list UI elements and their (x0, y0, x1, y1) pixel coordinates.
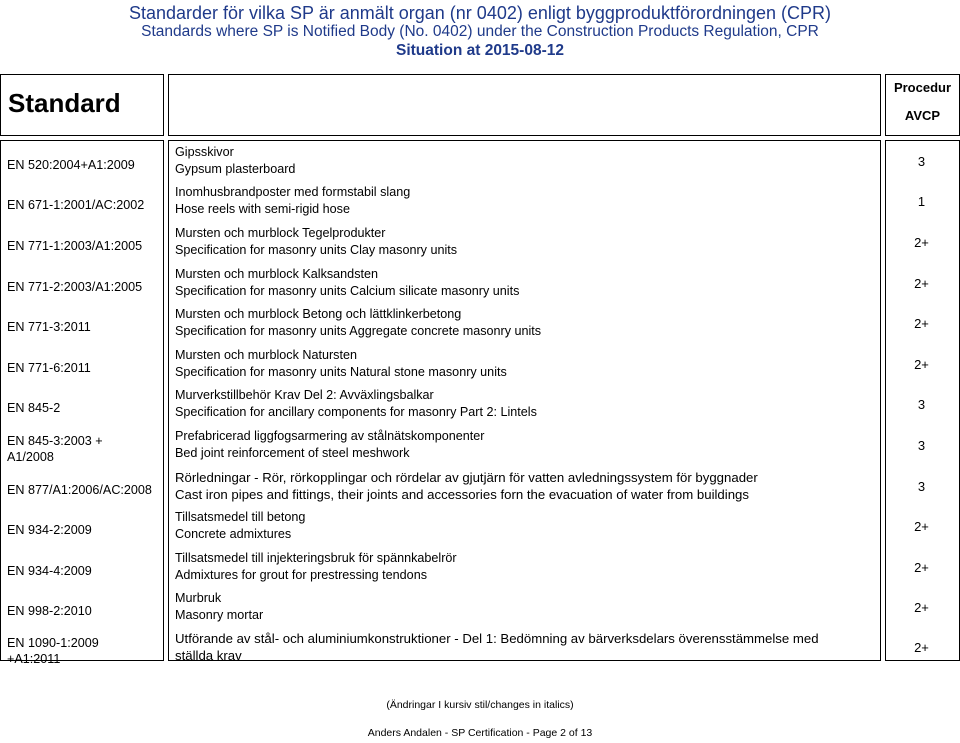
description-english: Gypsum plasterboard (175, 162, 296, 176)
avcp-value: 1 (917, 194, 926, 209)
title-english: Standards where SP is Notified Body (No. 0402) under the Construction Products Regulation, CPR (141, 23, 819, 40)
standard-header: Standard (8, 88, 121, 118)
standard-code-line: EN 1090-1:2009 (7, 636, 99, 650)
avcp-value: 2+ (914, 600, 929, 615)
situation-date: Situation at 2015-08-12 (396, 42, 564, 59)
standard-code-line: EN 671-1:2001/AC:2002 (7, 198, 145, 212)
product-description (175, 387, 880, 421)
standard-code (7, 157, 167, 173)
description-header-cell (168, 74, 881, 136)
description-swedish: Rörledningar - Rör, rörkopplingar och rördelar av gjutjärn för vatten avledningssystem för byggnader (175, 470, 758, 485)
standard-code-line: EN 845-2 (7, 401, 61, 415)
description-english: Specification for masonry units Natural stone masonry units (175, 365, 507, 379)
description-english: Cast iron pipes and fittings, their joints and accessories forn the evacuation of water from buildings (175, 487, 749, 502)
avcp-value: 3 (917, 154, 926, 169)
product-description (175, 347, 880, 381)
description-swedish: Mursten och murblock Natursten (175, 348, 357, 362)
avcp-value: 3 (917, 479, 926, 494)
standard-code-line: EN 877/A1:2006/AC:2008 (7, 483, 152, 497)
description-english: Concrete admixtures (175, 527, 292, 541)
description-swedish: Tillsatsmedel till injekteringsbruk för spännkabelrör (175, 551, 457, 565)
standard-code (7, 400, 167, 416)
description-swedish: Murverkstillbehör Krav Del 2: Avväxlingsbalkar (175, 388, 434, 402)
description-english: Bed joint reinforcement of steel meshwork (175, 446, 410, 460)
standard-code (7, 319, 167, 335)
description-column (168, 140, 881, 661)
standard-column (0, 140, 164, 666)
standard-code (7, 279, 167, 295)
standard-code-line: EN 771-2:2003/A1:2005 (7, 280, 143, 294)
procedure-header-cell (885, 74, 960, 136)
product-description (175, 306, 880, 340)
product-description (175, 550, 880, 584)
product-description (175, 590, 880, 624)
title-swedish: Standarder för vilka SP är anmält organ (nr 0402) enligt byggproduktförordningen (CPR) (128, 3, 832, 23)
avcp-value: 2+ (914, 640, 929, 655)
product-description (175, 469, 880, 503)
product-description (175, 509, 880, 543)
description-swedish: Mursten och murblock Kalksandsten (175, 267, 378, 281)
standard-code-line: EN 934-2:2009 (7, 523, 92, 537)
standard-code (7, 433, 167, 465)
description-english: Specification for masonry units Aggregate concrete masonry units (175, 324, 542, 338)
standard-code-line: EN 771-1:2003/A1:2005 (7, 239, 143, 253)
description-swedish: Mursten och murblock Tegelprodukter (175, 226, 386, 240)
description-english: Specification for masonry units Calcium silicate masonry units (175, 284, 520, 298)
avcp-header: AVCP (904, 108, 941, 123)
product-description (175, 184, 880, 218)
description-swedish: Inomhusbrandposter med formstabil slang (175, 185, 411, 199)
standard-code-line: EN 934-4:2009 (7, 564, 92, 578)
standard-code-line: EN 845-3:2003 + (7, 434, 103, 448)
standard-code-line: A1/2008 (7, 450, 54, 464)
description-english: Hose reels with semi-rigid hose (175, 202, 350, 216)
description-english: Admixtures for grout for prestressing tendons (175, 568, 427, 582)
procedure-header: Procedur (893, 80, 952, 95)
procedure-column (885, 140, 960, 661)
description-swedish: Murbruk (175, 591, 222, 605)
description-english: Specification for masonry units Clay masonry units (175, 243, 458, 257)
standard-code-line: EN 520:2004+A1:2009 (7, 158, 135, 172)
avcp-value: 2+ (914, 316, 929, 331)
description-english: Specification for ancillary components for masonry Part 2: Lintels (175, 405, 537, 419)
description-swedish: Mursten och murblock Betong och lättklinkerbetong (175, 307, 462, 321)
standard-code (7, 603, 167, 619)
page-footer: Anders Andalen - SP Certification - Page 2 of 13 (367, 727, 593, 739)
standard-code-line: EN 771-3:2011 (7, 320, 91, 334)
description-swedish: Gipsskivor (175, 145, 234, 159)
avcp-value: 3 (917, 397, 926, 412)
standard-code-line: +A1:2011 (7, 652, 61, 666)
avcp-value: 2+ (914, 357, 929, 372)
standard-code (7, 238, 167, 254)
avcp-value: 3 (917, 438, 926, 453)
standard-code (7, 563, 167, 579)
product-description (175, 144, 880, 178)
standard-code (7, 360, 167, 376)
description-swedish: Prefabricerad liggfogsarmering av stålnätskomponenter (175, 429, 485, 443)
product-description (175, 630, 880, 664)
standard-code (7, 482, 167, 498)
standard-code (7, 197, 167, 213)
standard-header-cell (0, 74, 164, 136)
avcp-value: 2+ (914, 276, 929, 291)
product-description (175, 266, 880, 300)
standard-code-line: EN 998-2:2010 (7, 604, 92, 618)
standard-code (7, 635, 167, 667)
description-english: Masonry mortar (175, 608, 264, 622)
description-english: ställda krav (175, 648, 242, 663)
description-swedish: Utförande av stål- och aluminiumkonstruktioner - Del 1: Bedömning av bärverksdelars överensstämmelse med (175, 631, 819, 646)
standard-code (7, 522, 167, 538)
product-description (175, 428, 880, 462)
avcp-value: 2+ (914, 560, 929, 575)
standard-code-line: EN 771-6:2011 (7, 361, 91, 375)
avcp-value: 2+ (914, 519, 929, 534)
product-description (175, 225, 880, 259)
description-swedish: Tillsatsmedel till betong (175, 510, 306, 524)
avcp-value: 2+ (914, 235, 929, 250)
changes-note: (Ändringar I kursiv stil/changes in italics) (386, 699, 574, 711)
